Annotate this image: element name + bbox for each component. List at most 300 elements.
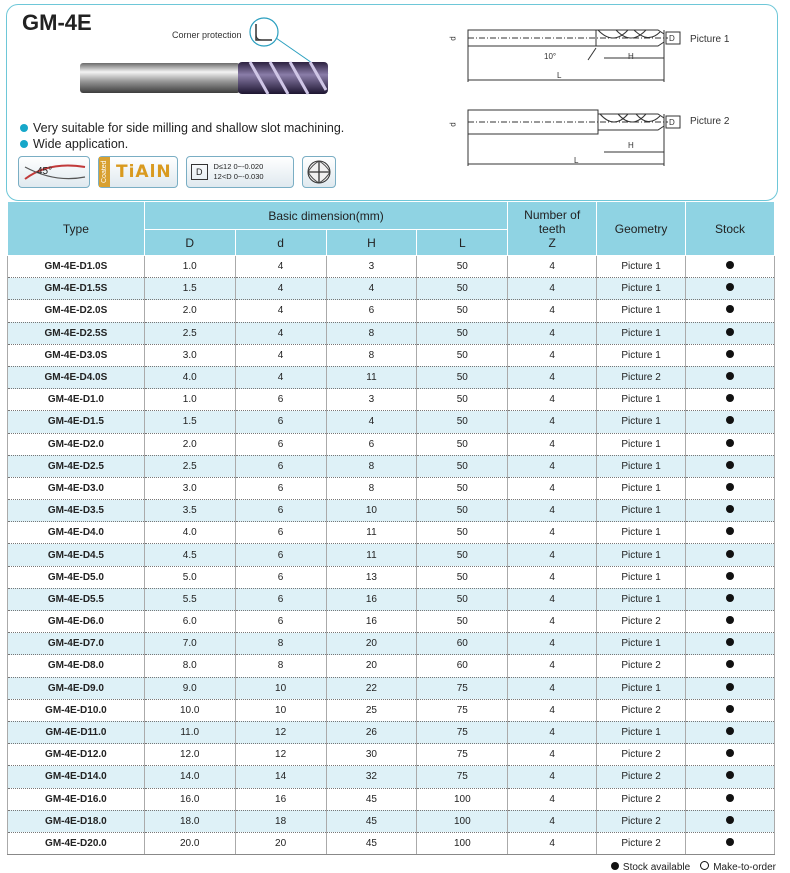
table-cell: Picture 1 — [597, 477, 686, 499]
table-row — [8, 433, 775, 455]
table-row — [8, 655, 775, 677]
table-cell: 3.5 — [144, 500, 235, 522]
table-cell: 50 — [417, 344, 508, 366]
stock-available-icon — [726, 483, 734, 491]
table-cell: 2.5 — [144, 322, 235, 344]
stock-cell — [686, 500, 775, 522]
stock-cell — [686, 655, 775, 677]
table-cell: 20 — [235, 832, 326, 854]
hollow-dot-icon — [700, 861, 709, 870]
table-cell: 8 — [326, 455, 417, 477]
stock-cell — [686, 721, 775, 743]
table-cell: Picture 2 — [597, 655, 686, 677]
stock-cell — [686, 810, 775, 832]
table-cell: 8.0 — [144, 655, 235, 677]
table-cell: GM-4E-D2.5 — [8, 455, 145, 477]
table-cell: Picture 1 — [597, 433, 686, 455]
table-cell: 4 — [508, 699, 597, 721]
table-cell: Picture 1 — [597, 566, 686, 588]
table-cell: GM-4E-D6.0 — [8, 611, 145, 633]
table-cell: 3.0 — [144, 477, 235, 499]
table-cell: Picture 1 — [597, 588, 686, 610]
table-cell: GM-4E-D4.5 — [8, 544, 145, 566]
table-row — [8, 389, 775, 411]
table-cell: 16 — [235, 788, 326, 810]
table-cell: 8 — [326, 477, 417, 499]
stock-cell — [686, 677, 775, 699]
table-cell: 6 — [235, 544, 326, 566]
table-cell: 3 — [326, 256, 417, 278]
table-cell: GM-4E-D3.0S — [8, 344, 145, 366]
table-cell: 60 — [417, 633, 508, 655]
table-row — [8, 633, 775, 655]
stock-cell — [686, 633, 775, 655]
stock-cell — [686, 788, 775, 810]
table-cell: 50 — [417, 256, 508, 278]
table-cell: 16.0 — [144, 788, 235, 810]
table-cell: GM-4E-D9.0 — [8, 677, 145, 699]
table-cell: 50 — [417, 322, 508, 344]
bullet-dot-icon — [20, 140, 28, 148]
col-stock-header: Stock — [686, 202, 775, 256]
table-cell: GM-4E-D5.5 — [8, 588, 145, 610]
stock-cell — [686, 522, 775, 544]
stock-cell — [686, 322, 775, 344]
table-body — [8, 256, 775, 855]
table-cell: 75 — [417, 721, 508, 743]
table-cell: 50 — [417, 611, 508, 633]
table-row — [8, 699, 775, 721]
table-cell: 50 — [417, 522, 508, 544]
col-H-header: H — [326, 230, 417, 256]
table-cell: Picture 1 — [597, 544, 686, 566]
stock-available-icon — [726, 283, 734, 291]
table-cell: 4 — [508, 256, 597, 278]
table-cell: Picture 1 — [597, 721, 686, 743]
table-cell: Picture 1 — [597, 389, 686, 411]
table-cell: 6 — [235, 588, 326, 610]
col-d-header: d — [235, 230, 326, 256]
table-cell: 4 — [508, 588, 597, 610]
stock-cell — [686, 455, 775, 477]
table-cell: 18.0 — [144, 810, 235, 832]
stock-available-icon — [726, 372, 734, 380]
feature-badges — [18, 156, 336, 188]
table-cell: 100 — [417, 788, 508, 810]
table-row — [8, 766, 775, 788]
table-cell: 11.0 — [144, 721, 235, 743]
stock-available-icon — [726, 461, 734, 469]
table-cell: 45 — [326, 788, 417, 810]
table-row — [8, 721, 775, 743]
table-row — [8, 677, 775, 699]
table-cell: 50 — [417, 455, 508, 477]
table-cell: Picture 2 — [597, 611, 686, 633]
table-cell: 4.0 — [144, 522, 235, 544]
table-cell: 4 — [508, 677, 597, 699]
table-cell: Picture 1 — [597, 455, 686, 477]
table-cell: 26 — [326, 721, 417, 743]
stock-available-icon — [726, 816, 734, 824]
table-cell: Picture 1 — [597, 322, 686, 344]
table-cell: 6 — [235, 411, 326, 433]
picture-1-label: Picture 1 — [690, 34, 730, 45]
table-cell: Picture 1 — [597, 633, 686, 655]
stock-available-icon — [726, 749, 734, 757]
table-cell: 12.0 — [144, 744, 235, 766]
table-cell: 16 — [326, 588, 417, 610]
table-cell: 11 — [326, 544, 417, 566]
table-cell: 6 — [235, 433, 326, 455]
table-cell: 60 — [417, 655, 508, 677]
stock-available-icon — [726, 305, 734, 313]
table-cell: 10 — [235, 699, 326, 721]
table-cell: Picture 2 — [597, 788, 686, 810]
table-cell: 6 — [235, 566, 326, 588]
table-cell: GM-4E-D2.0 — [8, 433, 145, 455]
table-cell: GM-4E-D11.0 — [8, 721, 145, 743]
table-row — [8, 411, 775, 433]
table-cell: GM-4E-D18.0 — [8, 810, 145, 832]
table-cell: 4 — [508, 278, 597, 300]
table-cell: 30 — [326, 744, 417, 766]
table-row — [8, 344, 775, 366]
filled-dot-icon — [611, 862, 619, 870]
stock-available-icon — [726, 550, 734, 558]
table-cell: 50 — [417, 411, 508, 433]
table-cell: 22 — [326, 677, 417, 699]
table-row — [8, 832, 775, 854]
table-cell: 12 — [235, 721, 326, 743]
table-cell: 4 — [508, 744, 597, 766]
table-cell: 100 — [417, 810, 508, 832]
table-cell: 5.0 — [144, 566, 235, 588]
table-cell: 2.0 — [144, 300, 235, 322]
stock-legend — [611, 861, 776, 873]
table-row — [8, 366, 775, 388]
stock-cell — [686, 832, 775, 854]
helix-angle-badge: 45° — [18, 156, 90, 188]
helix-icon — [19, 157, 89, 187]
table-cell: 4 — [326, 278, 417, 300]
table-cell: 4 — [508, 832, 597, 854]
table-cell: GM-4E-D2.5S — [8, 322, 145, 344]
table-cell: 4 — [508, 611, 597, 633]
table-row — [8, 278, 775, 300]
table-row — [8, 256, 775, 278]
picture-2-label: Picture 2 — [690, 116, 730, 127]
table-cell: 20 — [326, 655, 417, 677]
table-row — [8, 744, 775, 766]
table-cell: 4 — [235, 256, 326, 278]
table-cell: 4 — [508, 655, 597, 677]
table-cell: 8 — [235, 633, 326, 655]
legend-stock-available: Stock available — [611, 862, 690, 873]
stock-available-icon — [726, 683, 734, 691]
table-cell: 4 — [508, 433, 597, 455]
feature-item: Wide application. — [20, 136, 344, 152]
stock-available-icon — [726, 572, 734, 580]
table-cell: Picture 2 — [597, 699, 686, 721]
stock-cell — [686, 699, 775, 721]
tolerance-badge: D D≤12 0~-0.020 12<D 0~-0.030 — [186, 156, 294, 188]
table-cell: 32 — [326, 766, 417, 788]
table-cell: 4 — [235, 344, 326, 366]
table-cell: 5.5 — [144, 588, 235, 610]
table-cell: 9.0 — [144, 677, 235, 699]
table-cell: GM-4E-D1.0 — [8, 389, 145, 411]
table-cell: GM-4E-D1.0S — [8, 256, 145, 278]
basic-dimension-header: Basic dimension(mm) — [144, 202, 507, 230]
table-cell: 4 — [235, 366, 326, 388]
table-cell: 4 — [508, 633, 597, 655]
coating-badge: Coated TiAlN — [98, 156, 178, 188]
table-cell: 20 — [326, 633, 417, 655]
table-row — [8, 477, 775, 499]
table-cell: 4 — [235, 278, 326, 300]
table-cell: 4 — [508, 544, 597, 566]
table-cell: 6 — [235, 455, 326, 477]
col-L-header: L — [417, 230, 508, 256]
table-cell: Picture 2 — [597, 810, 686, 832]
table-cell: Picture 1 — [597, 500, 686, 522]
stock-cell — [686, 366, 775, 388]
stock-available-icon — [726, 416, 734, 424]
table-cell: 6 — [326, 433, 417, 455]
table-cell: 1.0 — [144, 256, 235, 278]
table-cell: 4 — [508, 411, 597, 433]
end-mill-photo — [80, 58, 332, 98]
table-cell: Picture 1 — [597, 256, 686, 278]
stock-available-icon — [726, 727, 734, 735]
table-cell: Picture 2 — [597, 744, 686, 766]
table-cell: GM-4E-D4.0 — [8, 522, 145, 544]
table-cell: 4.0 — [144, 366, 235, 388]
technical-drawing-2 — [448, 104, 688, 168]
stock-available-icon — [726, 616, 734, 624]
stock-cell — [686, 588, 775, 610]
table-cell: 4 — [508, 477, 597, 499]
table-cell: 75 — [417, 744, 508, 766]
table-row — [8, 455, 775, 477]
table-cell: 6 — [326, 300, 417, 322]
table-cell: 4 — [235, 300, 326, 322]
table-cell: GM-4E-D2.0S — [8, 300, 145, 322]
table-cell: 50 — [417, 566, 508, 588]
table-cell: 4 — [508, 344, 597, 366]
product-title: GM-4E — [22, 10, 92, 35]
table-cell: Picture 1 — [597, 344, 686, 366]
stock-available-icon — [726, 505, 734, 513]
table-cell: 11 — [326, 522, 417, 544]
table-cell: 50 — [417, 477, 508, 499]
table-cell: 4 — [508, 366, 597, 388]
stock-available-icon — [726, 439, 734, 447]
col-geometry-header: Geometry — [597, 202, 686, 256]
table-cell: GM-4E-D3.0 — [8, 477, 145, 499]
table-cell: 100 — [417, 832, 508, 854]
table-cell: GM-4E-D14.0 — [8, 766, 145, 788]
table-cell: 10 — [235, 677, 326, 699]
table-cell: 45 — [326, 832, 417, 854]
table-cell: 4 — [508, 566, 597, 588]
table-cell: 50 — [417, 500, 508, 522]
table-row — [8, 566, 775, 588]
stock-available-icon — [726, 638, 734, 646]
stock-available-icon — [726, 394, 734, 402]
table-cell: 4 — [508, 788, 597, 810]
stock-available-icon — [726, 594, 734, 602]
table-cell: 75 — [417, 699, 508, 721]
table-cell: Picture 2 — [597, 832, 686, 854]
table-cell: 4 — [508, 455, 597, 477]
stock-cell — [686, 544, 775, 566]
table-cell: GM-4E-D8.0 — [8, 655, 145, 677]
table-row — [8, 322, 775, 344]
table-cell: Picture 1 — [597, 411, 686, 433]
table-row — [8, 544, 775, 566]
table-cell: 4 — [508, 500, 597, 522]
table-cell: GM-4E-D3.5 — [8, 500, 145, 522]
stock-available-icon — [726, 705, 734, 713]
table-row — [8, 810, 775, 832]
table-cell: 2.0 — [144, 433, 235, 455]
stock-available-icon — [726, 261, 734, 269]
stock-cell — [686, 278, 775, 300]
table-cell: 1.5 — [144, 278, 235, 300]
stock-cell — [686, 477, 775, 499]
table-cell: Picture 2 — [597, 766, 686, 788]
table-cell: Picture 2 — [597, 366, 686, 388]
stock-cell — [686, 611, 775, 633]
table-cell: 75 — [417, 766, 508, 788]
table-cell: 4 — [508, 389, 597, 411]
table-cell: GM-4E-D1.5S — [8, 278, 145, 300]
feature-list — [20, 120, 344, 152]
table-cell: GM-4E-D4.0S — [8, 366, 145, 388]
table-cell: 4 — [508, 322, 597, 344]
table-cell: Picture 1 — [597, 522, 686, 544]
table-cell: 6.0 — [144, 611, 235, 633]
table-cell: 4 — [235, 322, 326, 344]
table-row — [8, 300, 775, 322]
stock-available-icon — [726, 328, 734, 336]
table-cell: 4 — [508, 522, 597, 544]
table-row — [8, 611, 775, 633]
table-cell: 4 — [508, 721, 597, 743]
table-cell: 12 — [235, 744, 326, 766]
table-cell: 50 — [417, 433, 508, 455]
table-cell: 50 — [417, 366, 508, 388]
col-teeth-header: Number of teeth Z — [508, 202, 597, 256]
table-cell: 6 — [235, 611, 326, 633]
stock-available-icon — [726, 660, 734, 668]
stock-cell — [686, 766, 775, 788]
legend-make-to-order: Make-to-order — [700, 861, 776, 873]
table-cell: 3 — [326, 389, 417, 411]
stock-cell — [686, 411, 775, 433]
feature-item: Very suitable for side milling and shallow slot machining. — [20, 120, 344, 136]
stock-cell — [686, 389, 775, 411]
stock-available-icon — [726, 527, 734, 535]
table-cell: 45 — [326, 810, 417, 832]
table-cell: 10.0 — [144, 699, 235, 721]
technical-drawing-1 — [448, 24, 688, 84]
stock-cell — [686, 566, 775, 588]
table-cell: 25 — [326, 699, 417, 721]
stock-available-icon — [726, 350, 734, 358]
table-cell: 11 — [326, 366, 417, 388]
table-cell: GM-4E-D20.0 — [8, 832, 145, 854]
table-cell: GM-4E-D16.0 — [8, 788, 145, 810]
table-row — [8, 522, 775, 544]
table-cell: 18 — [235, 810, 326, 832]
table-cell: GM-4E-D1.5 — [8, 411, 145, 433]
stock-cell — [686, 744, 775, 766]
table-cell: 4 — [326, 411, 417, 433]
table-cell: 20.0 — [144, 832, 235, 854]
table-cell: GM-4E-D5.0 — [8, 566, 145, 588]
table-cell: GM-4E-D7.0 — [8, 633, 145, 655]
table-cell: 6 — [235, 477, 326, 499]
table-row — [8, 788, 775, 810]
table-cell: 10 — [326, 500, 417, 522]
table-cell: 2.5 — [144, 455, 235, 477]
stock-available-icon — [726, 771, 734, 779]
table-cell: 50 — [417, 389, 508, 411]
table-cell: 4 — [508, 766, 597, 788]
table-cell: 4 — [508, 810, 597, 832]
table-cell: 8 — [326, 322, 417, 344]
table-cell: 16 — [326, 611, 417, 633]
table-cell: 6 — [235, 522, 326, 544]
table-cell: 7.0 — [144, 633, 235, 655]
stock-cell — [686, 256, 775, 278]
table-cell: Picture 1 — [597, 278, 686, 300]
table-cell: Picture 1 — [597, 300, 686, 322]
table-cell: 1.5 — [144, 411, 235, 433]
table-cell: Picture 1 — [597, 677, 686, 699]
stock-cell — [686, 433, 775, 455]
table-cell: 3.0 — [144, 344, 235, 366]
col-type-header: Type — [8, 202, 145, 256]
table-cell: 1.0 — [144, 389, 235, 411]
table-cell: GM-4E-D10.0 — [8, 699, 145, 721]
table-cell: 75 — [417, 677, 508, 699]
table-cell: 4 — [508, 300, 597, 322]
col-D-header: D — [144, 230, 235, 256]
table-cell: 13 — [326, 566, 417, 588]
stock-cell — [686, 300, 775, 322]
stock-available-icon — [726, 794, 734, 802]
table-cell: GM-4E-D12.0 — [8, 744, 145, 766]
table-row — [8, 588, 775, 610]
table-cell: 4.5 — [144, 544, 235, 566]
stock-available-icon — [726, 838, 734, 846]
table-cell: 50 — [417, 278, 508, 300]
table-cell: 14.0 — [144, 766, 235, 788]
bullet-dot-icon — [20, 124, 28, 132]
stock-cell — [686, 344, 775, 366]
table-cell: 6 — [235, 389, 326, 411]
table-cell: 50 — [417, 544, 508, 566]
corner-protection-label: Corner protection — [172, 30, 242, 40]
four-flute-icon — [302, 156, 336, 188]
table-cell: 50 — [417, 588, 508, 610]
table-cell: 14 — [235, 766, 326, 788]
table-cell: 8 — [235, 655, 326, 677]
table-row — [8, 500, 775, 522]
